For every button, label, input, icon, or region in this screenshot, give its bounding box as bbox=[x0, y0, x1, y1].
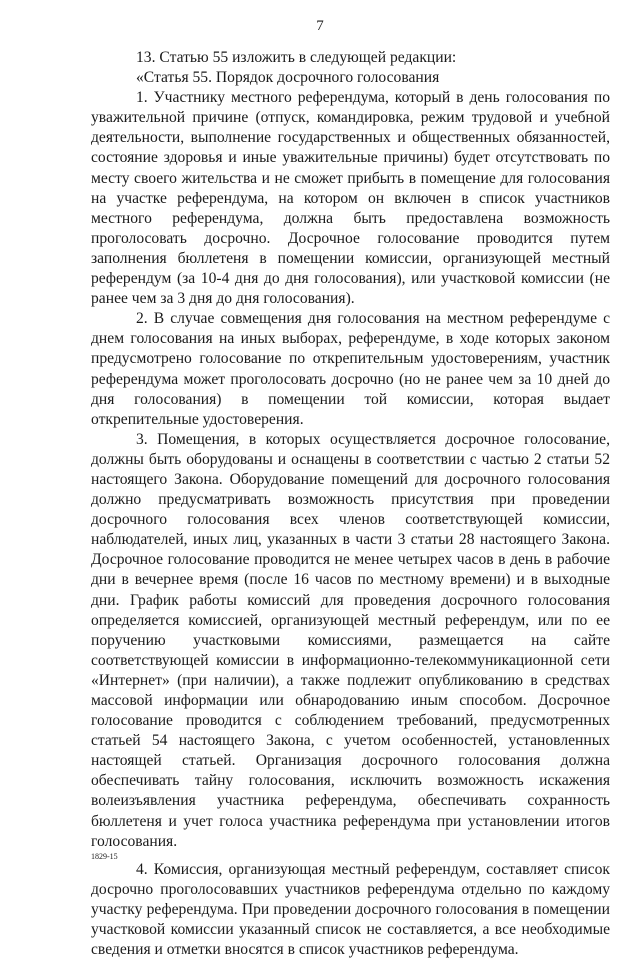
article-heading: «Статья 55. Порядок досрочного голосования bbox=[136, 69, 440, 87]
paragraph-2: 2. В случае совмещения дня голосования на местном референдуме с днем голосования на иных выборах, референдуме, в ходе которых законом предусмотрено голосование по открепительным удостоверениям, участник референдума может проголосовать досрочно (но не ранее чем за 10 дней до дня голосования) в помещении той комиссии, которая выдает открепительные удостоверения. bbox=[91, 310, 610, 428]
paragraph-1: 1. Участнику местного референдума, который в день голосования по уважительной причине (отпуск, командировка, режим трудовой и учебной деятельности, выполнение государственных и общественных обязанностей, состояние здоровья и иные уважительные причины) будет отсутствовать по месту своего жительства и не сможет прибыть в помещение для голосования на участке референдума, на котором он включен в список участников местного референдума, должна быть предоставлена возможность проголосовать досрочно. Досрочное голосование проводится путем заполнения бюллетеня в помещении комиссии, организующей местный референдум (за 10-4 дня до дня голосования), или участковой комиссии (не ранее чем за 3 дня до дня голосования). bbox=[91, 89, 610, 308]
amendment-instruction: 13. Статью 55 изложить в следующей редакции: bbox=[136, 49, 457, 66]
paragraph-4: 4. Комиссия, организующая местный референдум, составляет список досрочно проголосовавших участников референдума отдельно по каждому участку референдума. При проведении досрочного голосования в помещении участковой комиссии указанный список не составляется, а все необходимые сведения и отметки вносятся в список участников референдума. bbox=[91, 860, 610, 959]
page-number: 7 bbox=[316, 18, 324, 34]
document-body bbox=[91, 48, 610, 960]
paragraph-3: 3. Помещения, в которых осуществляется досрочное голосование, должны быть оборудованы и оснащены в соответствии с частью 2 статьи 52 настоящего Закона. Оборудование помещений для досрочного голосования должно предусматривать возможность присутствия при проведении досрочного голосования всех членов соответствующей комиссии, наблюдателей, иных лиц, указанных в части 3 статьи 28 настоящего Закона. Досрочное голосование проводится не менее четырех часов в день в рабочие дни в вечернее время (после 16 часов по местному времени) и в выходные дни. График работы комиссий для проведения досрочного голосования определяется комиссией, организующей местный референдум, или по ее поручению участковыми комиссиями, размещается на сайте соответствующей комиссии в информационно-телекоммуникационной сети «Интернет» (при наличии), а также подлежит опубликованию в средствах массовой информации или обнародованию иным способом. Досрочное голосование проводится с соблюдением требований, предусмотренных статьей 54 настоящего Закона, с учетом особенностей, установленных настоящей статьей. Организация досрочного голосования должна обеспечивать тайну голосования, исключить возможность искажения волеизъявления участника референдума, обеспечивать сохранность бюллетеня и учет голоса участника референдума при установлении итогов голосования. bbox=[91, 430, 610, 850]
document-code: 1829-15 bbox=[91, 852, 118, 861]
